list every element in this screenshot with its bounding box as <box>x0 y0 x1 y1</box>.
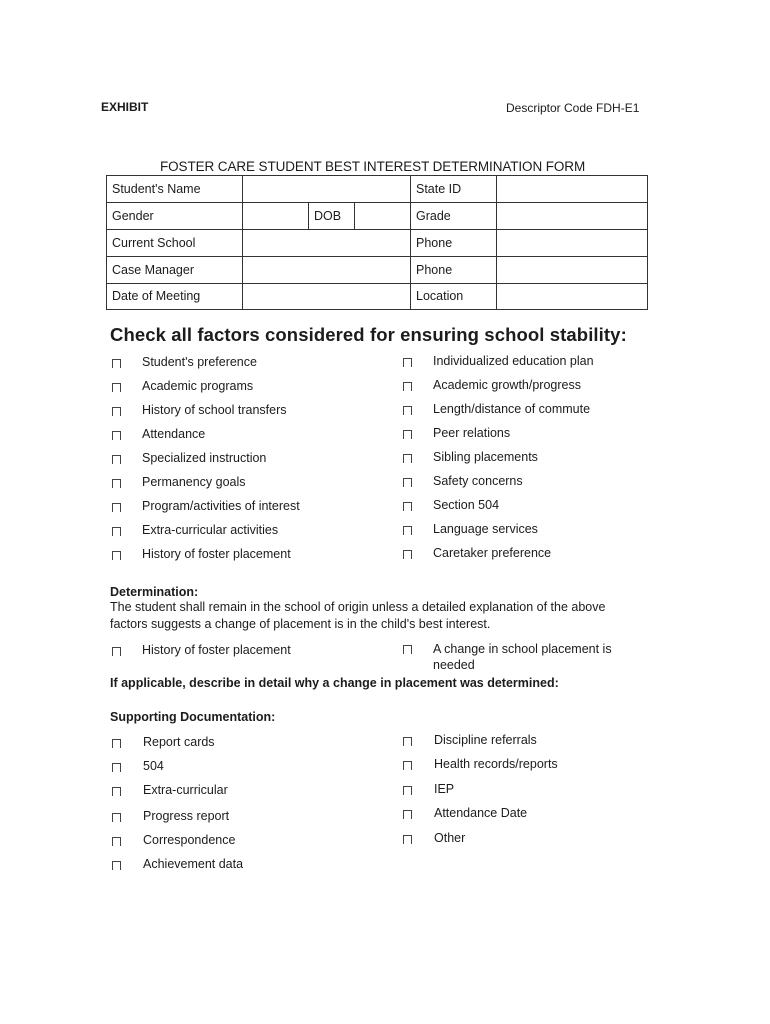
checkbox[interactable] <box>403 358 412 367</box>
gender-label: Gender <box>107 202 243 229</box>
location-field[interactable] <box>497 283 648 310</box>
current-school-field[interactable] <box>243 229 411 256</box>
checkbox[interactable] <box>112 431 121 440</box>
checkbox[interactable] <box>403 382 412 391</box>
gender-field[interactable] <box>243 202 309 229</box>
checklist-item-label: Individualized education plan <box>433 354 594 368</box>
grade-label: Grade <box>411 202 497 229</box>
checkbox[interactable] <box>112 551 121 560</box>
dob-field[interactable] <box>355 202 411 229</box>
phone-label: Phone <box>411 229 497 256</box>
checkbox[interactable] <box>112 503 121 512</box>
checklist-item-label: History of foster placement <box>142 547 291 561</box>
student-info-table <box>106 175 648 310</box>
checklist-item-label: Attendance <box>142 427 206 441</box>
checklist-item-label: Program/activities of interest <box>142 499 300 513</box>
checklist-item-label: Extra-curricular activities <box>142 523 279 537</box>
checkbox[interactable] <box>403 430 412 439</box>
descriptor-code: Descriptor Code FDH-E1 <box>506 101 640 115</box>
checkbox[interactable] <box>112 383 121 392</box>
checkbox[interactable] <box>403 454 412 463</box>
checklist-item-label: Student's preference <box>142 355 257 369</box>
current-school-label: Current School <box>107 229 243 256</box>
checklist-item-label: Specialized instruction <box>142 451 267 465</box>
checkbox[interactable] <box>403 502 412 511</box>
checkbox[interactable] <box>403 645 412 654</box>
checklist-item-label: Safety concerns <box>433 474 523 488</box>
supporting-item-label: Extra-curricular <box>143 783 228 797</box>
supporting-item-label: 504 <box>143 759 164 773</box>
state-id-field[interactable] <box>497 176 648 203</box>
case-manager-field[interactable] <box>243 256 411 283</box>
checkbox[interactable] <box>112 647 121 656</box>
checklist-heading: Check all factors considered for ensuring school stability: <box>110 324 627 345</box>
supporting-heading: Supporting Documentation: <box>110 710 276 724</box>
checkbox[interactable] <box>403 526 412 535</box>
supporting-item-label: Correspondence <box>143 833 236 847</box>
checklist-item-label: Language services <box>433 522 538 536</box>
case-manager-phone-label: Phone <box>411 256 497 283</box>
checkbox[interactable] <box>112 407 121 416</box>
checkbox[interactable] <box>403 406 412 415</box>
student-name-field[interactable] <box>243 176 411 203</box>
supporting-item-label: Achievement data <box>143 857 244 871</box>
checklist-item-label: Academic growth/progress <box>433 378 581 392</box>
supporting-item-label: IEP <box>434 782 455 796</box>
checklist-item-label: History of school transfers <box>142 403 287 417</box>
supporting-item-label: Health records/reports <box>434 757 558 771</box>
checkbox[interactable] <box>403 786 412 795</box>
case-manager-label: Case Manager <box>107 256 243 283</box>
checkbox[interactable] <box>403 550 412 559</box>
checkbox[interactable] <box>112 837 121 846</box>
supporting-item-label: Other <box>434 831 466 845</box>
determination-heading: Determination: <box>110 585 199 599</box>
determination-option-remain: History of foster placement <box>142 643 291 657</box>
checkbox[interactable] <box>403 835 412 844</box>
date-of-meeting-label: Date of Meeting <box>107 283 243 310</box>
supporting-item-label: Discipline referrals <box>434 733 537 747</box>
date-of-meeting-field[interactable] <box>243 283 411 310</box>
checkbox[interactable] <box>112 739 121 748</box>
case-manager-phone-field[interactable] <box>497 256 648 283</box>
checklist-item-label: Permanency goals <box>142 475 246 489</box>
checkbox[interactable] <box>403 478 412 487</box>
supporting-item-label: Attendance Date <box>434 806 528 820</box>
checkbox[interactable] <box>403 761 412 770</box>
checkbox[interactable] <box>112 479 121 488</box>
grade-field[interactable] <box>497 202 648 229</box>
checkbox[interactable] <box>112 787 121 796</box>
location-label: Location <box>411 283 497 310</box>
checklist-item-label: Peer relations <box>433 426 511 440</box>
checkbox[interactable] <box>403 737 412 746</box>
state-id-label: State ID <box>411 176 497 203</box>
checkbox[interactable] <box>112 861 121 870</box>
checkbox[interactable] <box>112 527 121 536</box>
applicable-instruction: If applicable, describe in detail why a change in placement was determined: <box>110 676 559 690</box>
determination-text: The student shall remain in the school of origin unless a detailed explanation of the above factors suggests a change of placement is in the child's best interest. <box>110 600 606 631</box>
determination-option-change: A change in school placement is needed <box>433 642 612 672</box>
student-name-label: Student's Name <box>107 176 243 203</box>
checklist-item-label: Sibling placements <box>433 450 538 464</box>
exhibit-label: EXHIBIT <box>101 100 149 114</box>
phone-field[interactable] <box>497 229 648 256</box>
checklist-item-label: Caretaker preference <box>433 546 552 560</box>
form-title: FOSTER CARE STUDENT BEST INTEREST DETERMINATION FORM <box>160 159 586 174</box>
checklist-item-label: Section 504 <box>433 498 500 512</box>
checkbox[interactable] <box>112 455 121 464</box>
dob-label: DOB <box>309 202 355 229</box>
checkbox[interactable] <box>112 813 121 822</box>
supporting-item-label: Report cards <box>143 735 215 749</box>
checklist-item-label: Academic programs <box>142 379 254 393</box>
checkbox[interactable] <box>112 359 121 368</box>
checkbox[interactable] <box>403 810 412 819</box>
checkbox[interactable] <box>112 763 121 772</box>
checklist-item-label: Length/distance of commute <box>433 402 591 416</box>
supporting-item-label: Progress report <box>143 809 230 823</box>
